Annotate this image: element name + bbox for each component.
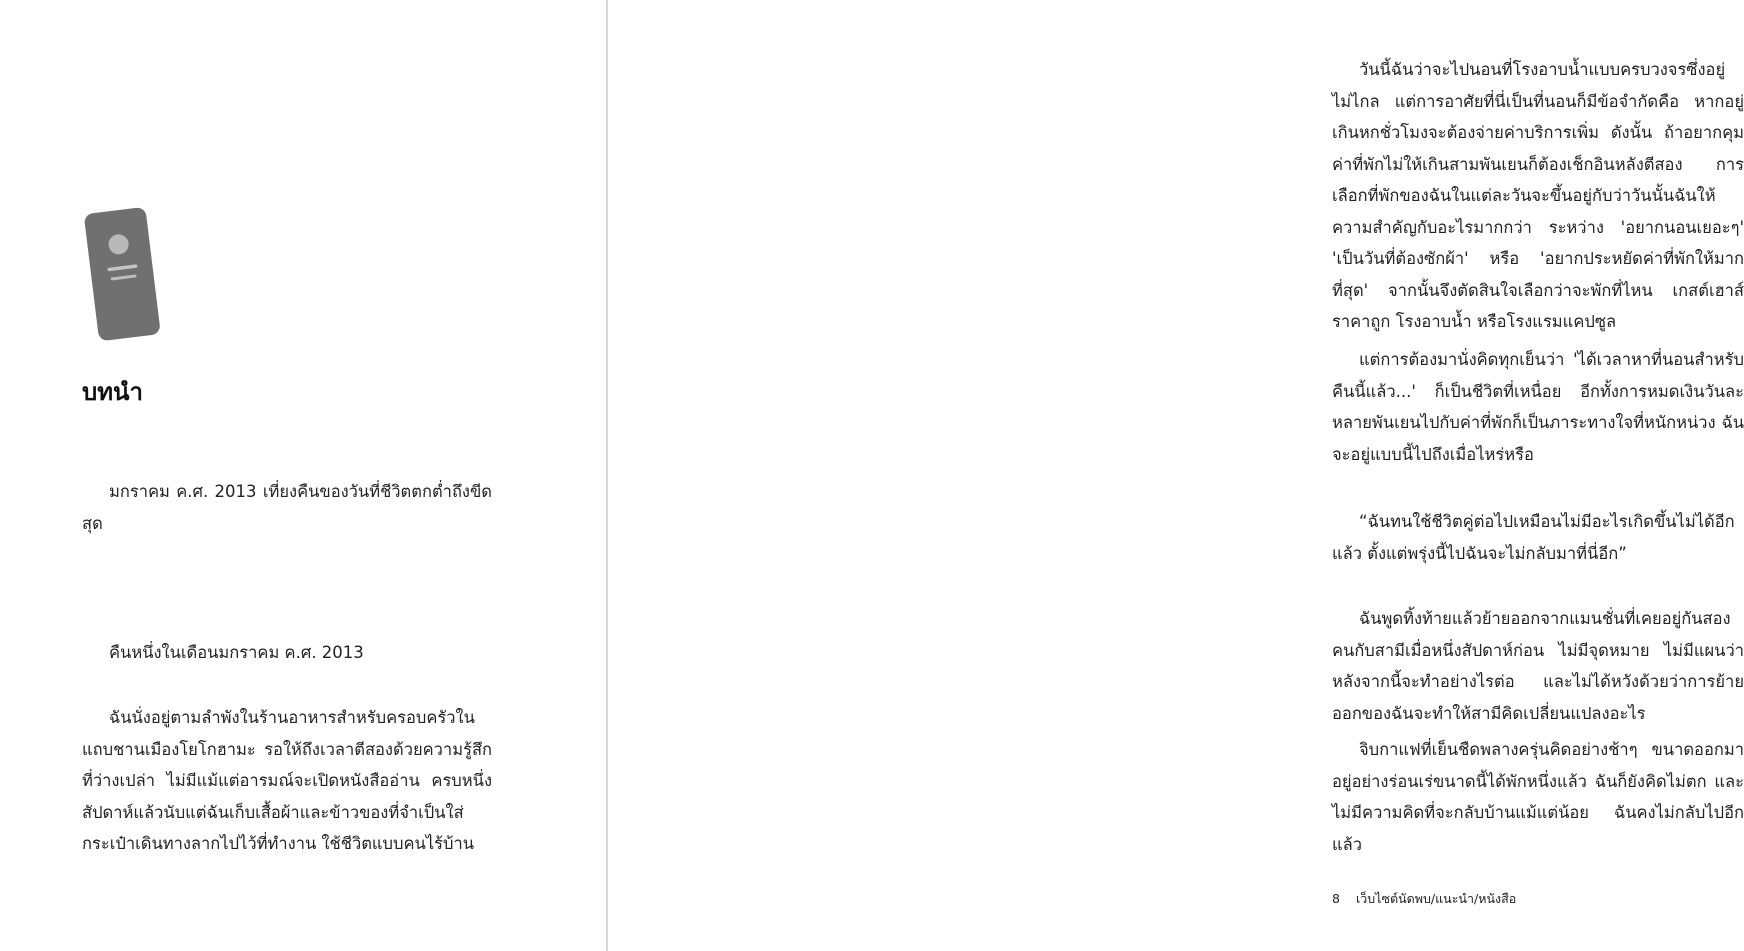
body-paragraph: วันนี้ฉันว่าจะไปนอนที่โรงอาบน้ำแบบครบวงจรซึ่งอยู่ไม่ไกล แต่การอาศัยที่นี่เป็นที่นอนก็มีข้อจำกัดคือ หากอยู่เกินหกชั่วโมงจะต้องจ่ายค่าบริการเพิ่ม ดังนั้น ถ้าอยากคุมค่าที่พักไม่ให้เกินสามพันเยนก็ต้องเช็กอินหลังตีสอง การเลือกที่พักของฉันในแต่ละวันจะขึ้นอยู่กับว่าวันนั้นฉันให้ความสำคัญกับอะไรมากกว่า ระหว่าง 'อยากนอนเยอะๆ' 'เป็นวันที่ต้องซักผ้า' หรือ 'อยากประหยัดค่าที่พักให้มากที่สุด' จากนั้นจึงตัดสินใจเลือกว่าจะพักที่ไหน เกสต์เฮาส์ราคาถูก โรงอาบน้ำ หรือโรงแรมแคปซูล bbox=[1332, 60, 1744, 331]
publisher-text: เว็บไซต์นัดพบ/แนะนำ/หนังสือ bbox=[1355, 891, 1517, 906]
page-footer-right bbox=[1332, 889, 1516, 909]
phone-icon bbox=[78, 200, 168, 345]
body-paragraph: ฉันนั่งอยู่ตามลำพังในร้านอาหารสำหรับครอบครัวในแถบชานเมืองโยโกฮามะ รอให้ถึงเวลาตีสองด้วยความรู้สึกที่ว่างเปล่า ไม่มีแม้แต่อารมณ์จะเปิดหนังสืออ่าน ครบหนึ่งสัปดาห์แล้วนับแต่ฉันเก็บเสื้อผ้าและข้าวของที่จำเป็นใส่กระเป๋าเดินทางลากไปไว้ที่ทำงาน ใช้ชีวิตแบบคนไร้บ้าน bbox=[82, 708, 492, 853]
quote-paragraph: “ฉันทนใช้ชีวิตคู่ต่อไปเหมือนไม่มีอะไรเกิดขึ้นไม่ได้อีกแล้ว ตั้งแต่พรุ่งนี้ไปฉันจะไม่กลับมาที่นี่อีก” bbox=[1332, 512, 1735, 563]
chapter-title: บทนำ bbox=[82, 378, 143, 406]
subheading: คืนหนึ่งในเดือนมกราคม ค.ศ. 2013 bbox=[109, 643, 364, 662]
body-paragraph: แต่การต้องมานั่งคิดทุกเย็นว่า 'ได้เวลาหาที่นอนสำหรับคืนนี้แล้ว...' ก็เป็นชีวิตที่เหนื่อย อีกทั้งการหมดเงินวันละหลายพันเยนไปกับค่าที่พักก็เป็นภาระทางใจที่หนักหน่วง ฉันจะอยู่แบบนี้ไปถึงเมื่อไหร่หรือ bbox=[1332, 350, 1744, 464]
date-heading: มกราคม ค.ศ. 2013 เที่ยงคืนของวันที่ชีวิตตกต่ำถึงขีดสุด bbox=[82, 482, 492, 533]
right-page bbox=[608, 0, 1744, 951]
left-page bbox=[0, 0, 606, 951]
body-paragraph: ฉันพูดทิ้งท้ายแล้วย้ายออกจากแมนชั่นที่เคยอยู่กันสองคนกับสามีเมื่อหนึ่งสัปดาห์ก่อน ไม่มีจุดหมาย ไม่มีแผนว่าหลังจากนี้จะทำอย่างไรต่อ และไม่ได้หวังด้วยว่าการย้ายออกของฉันจะทำให้สามีคิดเปลี่ยนแปลงอะไร bbox=[1332, 609, 1744, 723]
page-number-right: 8 bbox=[1332, 891, 1340, 906]
body-paragraph: จิบกาแฟที่เย็นชืดพลางครุ่นคิดอย่างช้าๆ ขนาดออกมาอยู่อย่างร่อนเร่ขนาดนี้ได้พักหนึ่งแล้ว ฉันก็ยังคิดไม่ตก และไม่มีความคิดที่จะกลับบ้านแม้แต่น้อย ฉันคงไม่กลับไปอีกแล้ว bbox=[1332, 740, 1744, 854]
